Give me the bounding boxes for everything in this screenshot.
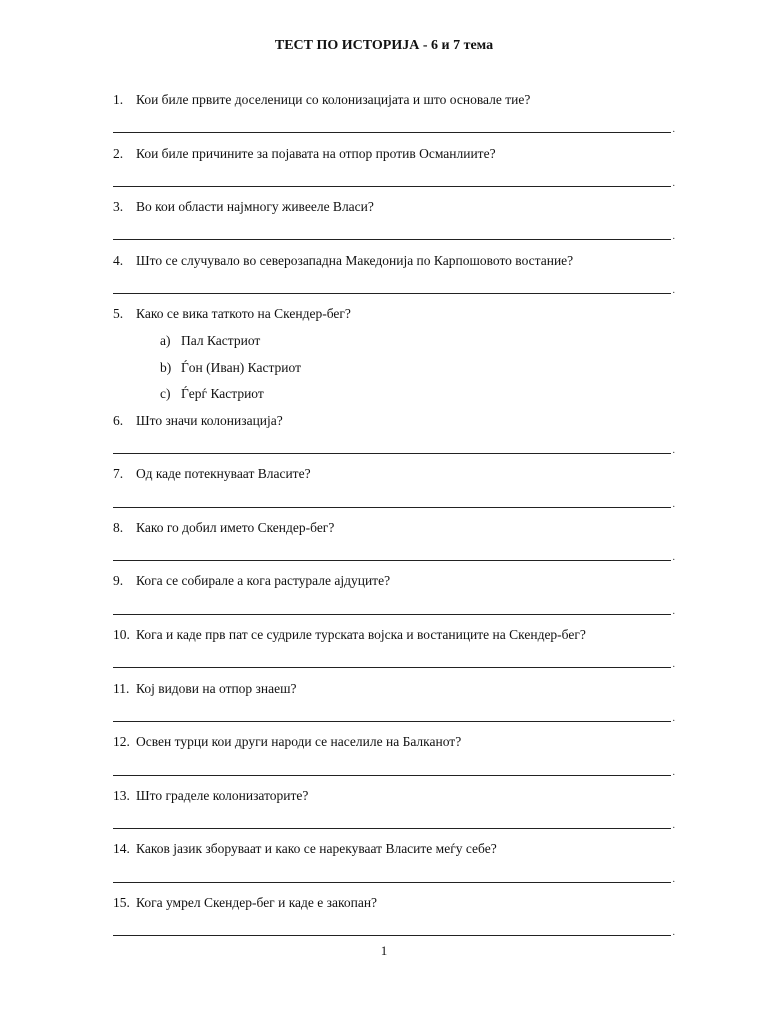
question-number: 13. [113, 788, 130, 803]
question-text: Каков јазик зборуваат и како се нарекуваат Власите меѓу себе? [136, 841, 497, 856]
question-14 [113, 841, 497, 857]
option-letter: b) [160, 360, 172, 375]
question-11 [113, 681, 297, 697]
answer-line-1[interactable] [113, 132, 671, 133]
question-8 [113, 520, 334, 536]
answer-line-4[interactable] [113, 293, 671, 294]
answer-line-7[interactable] [113, 507, 671, 508]
answer-line-10[interactable] [113, 667, 671, 668]
question-7 [113, 466, 311, 482]
question-text: Освен турци кои други народи се населиле на Балканот? [136, 734, 462, 749]
question-text: Што граделе колонизаторите? [136, 788, 309, 803]
question-text: Како го добил името Скендер-бег? [136, 520, 335, 535]
question-text: Кој видови на отпор знаеш? [136, 681, 297, 696]
question-13 [113, 788, 308, 804]
answer-line-12[interactable] [113, 775, 671, 776]
question-1 [113, 92, 530, 108]
option-text: Ѓон (Иван) Кастриот [181, 360, 302, 375]
answer-line-6[interactable] [113, 453, 671, 454]
answer-line-9[interactable] [113, 614, 671, 615]
question-9 [113, 573, 390, 589]
answer-line-14[interactable] [113, 882, 671, 883]
question-text: Кога умрел Скендер-бег и каде е закопан? [136, 895, 378, 910]
question-6 [113, 413, 283, 429]
question-number: 14. [113, 841, 130, 856]
question-number: 15. [113, 895, 130, 910]
question-number: 11. [113, 681, 130, 696]
question-number: 8. [113, 520, 124, 535]
question-number: 3. [113, 199, 124, 214]
question-10 [113, 627, 586, 643]
question-text: Што значи колонизација? [136, 413, 283, 428]
answer-line-13[interactable] [113, 828, 671, 829]
answer-line-11[interactable] [113, 721, 671, 722]
question-4 [113, 253, 573, 269]
question-number: 9. [113, 573, 124, 588]
question-15 [113, 895, 377, 911]
question-3 [113, 199, 374, 215]
answer-line-8[interactable] [113, 560, 671, 561]
question-text: Од каде потекнуваат Власите? [136, 466, 311, 481]
option-text: Пал Кастриот [181, 333, 261, 348]
question-2 [113, 146, 496, 162]
question-text: Кои биле причините за појавата на отпор против Османлиите? [136, 146, 496, 161]
answer-line-3[interactable] [113, 239, 671, 240]
page-number: 1 [380, 943, 388, 958]
question-text: Што се случувало во северозападна Македонија по Карпошовото востание? [136, 253, 574, 268]
question-text: Во кои области најмногу живееле Власи? [136, 199, 374, 214]
question-text: Кога се собирале а кога растурале ајдуците? [136, 573, 391, 588]
question-text: Како се вика таткото на Скендер-бег? [136, 306, 351, 321]
answer-line-2[interactable] [113, 186, 671, 187]
question-number: 7. [113, 466, 124, 481]
question-text: Кои биле првите доселеници со колонизацијата и што основале тие? [136, 92, 531, 107]
option-letter: a) [160, 333, 171, 348]
option-b[interactable] [160, 360, 301, 376]
question-number: 10. [113, 627, 130, 642]
question-number: 12. [113, 734, 130, 749]
question-number: 6. [113, 413, 124, 428]
option-c[interactable] [160, 386, 264, 402]
question-number: 5. [113, 306, 124, 321]
question-number: 2. [113, 146, 124, 161]
question-12 [113, 734, 461, 750]
option-a[interactable] [160, 333, 260, 349]
question-number: 4. [113, 253, 124, 268]
option-letter: c) [160, 386, 171, 401]
answer-line-15[interactable] [113, 935, 671, 936]
question-5 [113, 306, 351, 322]
page-title: ТЕСТ ПО ИСТОРИЈА - 6 и 7 тема [274, 38, 494, 53]
question-number: 1. [113, 92, 124, 107]
question-text: Кога и каде прв пат се судриле турската војска и востаниците на Скендер-бег? [136, 627, 586, 642]
option-text: Ѓерѓ Кастриот [181, 386, 264, 401]
